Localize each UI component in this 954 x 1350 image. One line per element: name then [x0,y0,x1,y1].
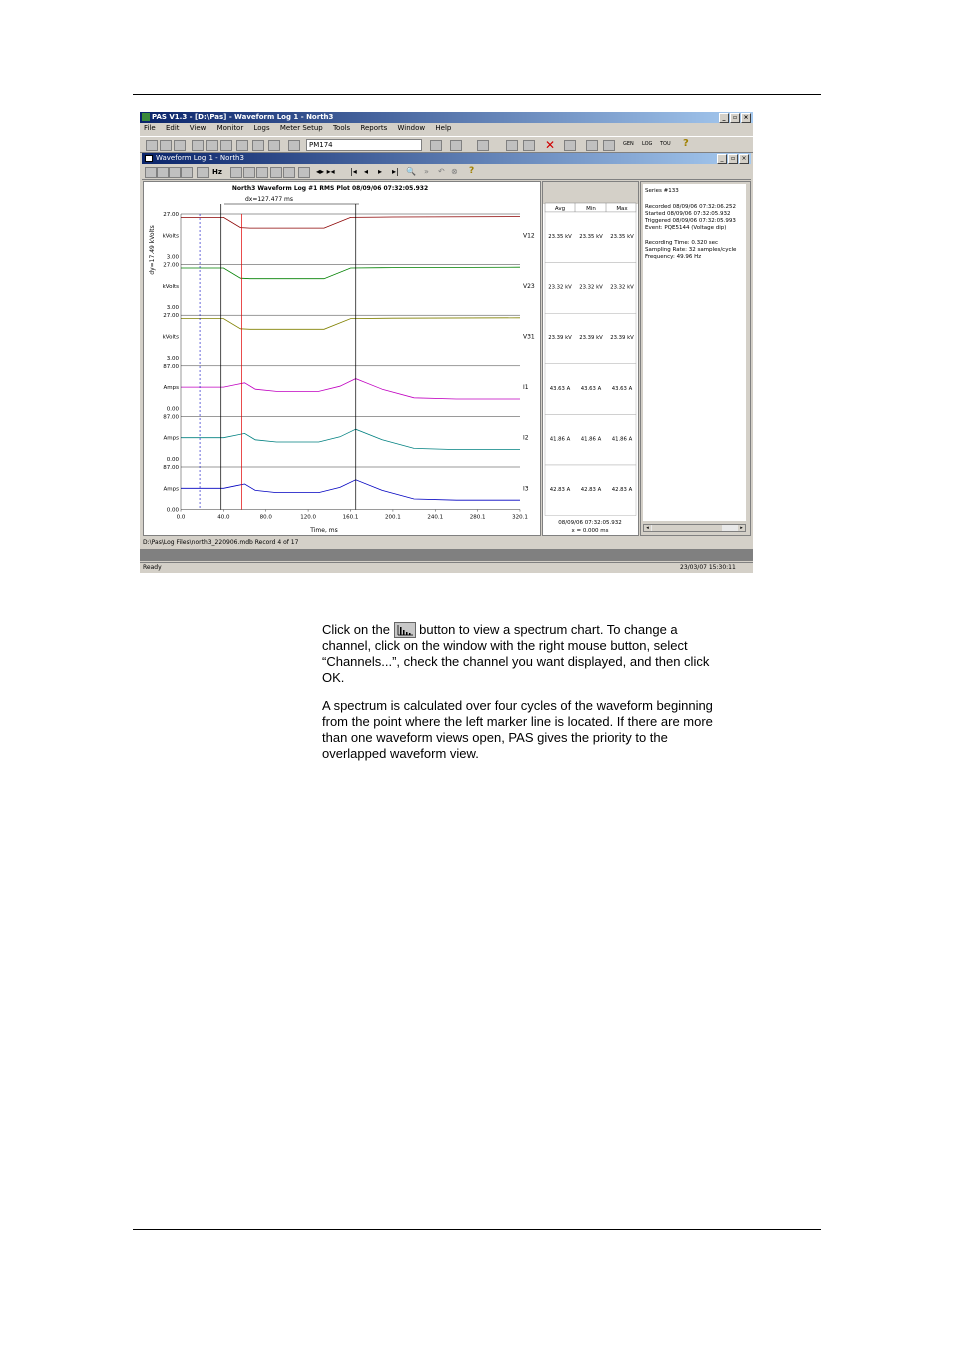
reset-icon[interactable] [586,140,598,151]
download-icon[interactable] [450,140,462,151]
menu-help[interactable]: Help [435,124,452,132]
stop-circle-icon[interactable]: ⊗ [451,167,458,176]
x-axis-label: Time, ms [310,527,338,534]
recorded-label: Recorded 08/09/06 07:32:06.252 [645,204,737,210]
channel-label-i1: I1 [523,384,529,392]
gen-button[interactable]: GEN [623,141,634,147]
stats-cell: 23.32 kV [548,284,572,291]
menu-meter-setup[interactable]: Meter Setup [279,124,323,132]
series-i3 [181,480,520,500]
ytick-top-v23: 27.00 [163,262,179,269]
status-bar [140,562,753,573]
ytick-bottom-i3: 0.00 [166,507,179,514]
waveform-view-icon[interactable] [157,167,169,178]
menu-file[interactable]: File [144,124,156,132]
p1-after: button to view a spectrum chart. To change a channel, click on the window with the right mouse button, select “Channels...”, check the channel you want displayed, and then click OK. [322,622,710,685]
channels-icon[interactable] [256,167,268,178]
series-info-panel [640,181,751,536]
p2-text: A spectrum is calculated over four cycles of the waveform beginning from the point where the left marker line is located. If there are more than one waveform views open, PAS gives the priority to the overlapped waveform view. [322,698,713,761]
help-icon[interactable]: ? [683,138,689,149]
ytick-bottom-v31: 3.00 [166,355,179,362]
series-i1 [181,379,520,399]
rms-plot[interactable] [144,182,540,535]
upload-icon[interactable] [477,140,489,151]
ytick-top-v12: 27.00 [163,212,179,218]
forward-icon[interactable]: » [424,167,429,176]
stats-cell: 23.32 kV [579,284,603,291]
stats-cell: 41.86 A [549,436,571,443]
marker-arrows-icon[interactable]: ◂▸ ▸◂ [316,167,335,176]
main-toolbar [140,136,753,153]
first-record-icon[interactable]: |◂ [350,167,357,176]
channel-label-i3: I3 [523,485,529,493]
preview-icon[interactable] [252,140,264,151]
scroll-right-icon[interactable]: ▸ [738,525,745,531]
event-label: Event: PQE5144 (Voltage dip) [645,225,727,231]
stats-cell: 42.83 A [580,487,602,493]
menu-monitor[interactable]: Monitor [216,124,244,132]
xtick-label: 280.1 [469,514,486,521]
dx-label: dx=127.477 ms [244,196,294,203]
stop-icon[interactable] [564,140,576,151]
header-avg: Avg [554,206,566,212]
xtick-label: 0.0 [176,514,186,521]
footer-x: x = 0.000 ms [571,528,609,534]
header-max: Max [616,206,628,212]
prev-record-icon[interactable]: ◂ [364,167,369,176]
channel-label-v31: V31 [523,333,535,341]
close-icon[interactable]: × [741,113,751,123]
grid-icon[interactable] [430,140,442,151]
status-ready: Ready [143,564,162,571]
dy-label: dy=17.49 kVolts [149,225,156,275]
sampling-rate-label: Sampling Rate: 32 samples/cycle [645,247,737,253]
app-title-bar [140,112,753,123]
stats-cell: 43.63 A [611,385,633,392]
log-button[interactable]: LOG [642,141,653,147]
channel-label-v12: V12 [523,232,535,240]
horizontal-scrollbar[interactable] [643,524,746,532]
app-icon [142,113,150,121]
file-status-line [140,537,753,548]
app-title: PAS V1.3 - [D:\Pas] - Waveform Log 1 - North3 [152,113,334,121]
save-icon[interactable] [160,140,172,151]
xtick-label: 40.0 [217,514,230,521]
ytick-bottom-i2: 0.00 [166,457,179,463]
stats-cell: 42.83 A [611,487,633,493]
screenshot [140,112,753,572]
waveform-toolbar [142,165,751,180]
find-icon[interactable]: 🔍 [406,167,416,176]
menu-logs[interactable]: Logs [253,124,270,132]
child-window-icon [145,155,153,162]
connect-icon[interactable] [288,140,300,151]
channel-label-v23: V23 [523,282,535,290]
stats-cell: 43.63 A [549,385,571,392]
ytick-top-i2: 87.00 [163,414,179,421]
menu-window[interactable]: Window [397,124,426,132]
chart-icon[interactable] [523,140,535,151]
save-all-icon[interactable] [174,140,186,151]
menu-bar [140,124,753,135]
device-combo-value: PM174 [309,141,333,149]
xtick-label: 120.0 [300,514,316,521]
series-label: Series #133 [645,188,679,194]
unit-i3: Amps [163,486,179,493]
channel-label-i2: I2 [523,434,529,442]
scroll-left-icon[interactable]: ◂ [644,525,651,531]
delta-icon[interactable] [243,167,255,178]
hz-button[interactable]: Hz [212,168,222,176]
harmonics-icon[interactable] [197,167,209,178]
frequency-label: Frequency: 49.96 Hz [645,254,702,260]
stats-cell: 42.83 A [549,487,571,493]
cut-icon[interactable] [192,140,204,151]
series-v12 [181,217,520,229]
file-path: D:\Pas\Log Files\north3_220906.mdb Record 4 of 17 [143,539,299,546]
menu-edit[interactable]: Edit [165,124,180,132]
child-close-icon[interactable]: × [739,154,749,164]
menu-view[interactable]: View [189,124,207,132]
series-v31 [181,318,520,330]
child-minimize-icon[interactable]: _ [717,154,727,164]
paragraph-1 [322,622,722,686]
xtick-label: 240.1 [427,514,444,521]
menu-reports[interactable]: Reports [360,124,388,132]
child-restore-icon[interactable]: ▫ [728,154,738,164]
phasor-icon[interactable] [270,167,282,178]
stats-cell: 23.35 kV [579,234,603,240]
unit-v12: kVolts [162,233,179,240]
ytick-bottom-v12: 3.00 [166,254,179,261]
properties-icon[interactable] [268,140,280,151]
ytick-top-i1: 87.00 [163,363,179,370]
stats-cell: 43.63 A [580,385,602,392]
stats-cell: 23.35 kV [548,234,572,240]
calc-icon[interactable] [603,140,615,151]
footer-rule [133,1229,821,1230]
paste-icon[interactable] [220,140,232,151]
unit-v31: kVolts [162,334,179,341]
unit-i2: Amps [163,435,179,442]
unit-v23: kVolts [162,283,179,290]
spectrum-icon[interactable] [181,167,193,178]
stats-cell: 23.39 kV [579,335,603,342]
rms-plot-panel[interactable] [143,181,541,536]
footer-time: 08/09/06 07:32:05.932 [558,520,622,526]
print-icon[interactable] [236,140,248,151]
paragraph-2 [322,698,722,762]
stats-table [543,182,638,535]
table-view-icon[interactable] [145,167,157,178]
delete-icon[interactable]: ✕ [545,138,556,152]
scale-icon[interactable] [283,167,295,178]
device-combo[interactable] [306,139,422,151]
child-window-title: Waveform Log 1 - North3 [156,154,244,162]
menu-tools[interactable]: Tools [332,124,351,132]
copy-icon[interactable] [206,140,218,151]
status-datetime: 23/03/07 15:30:11 [680,564,736,571]
minimize-icon[interactable]: _ [719,113,729,123]
xtick-label: 160.1 [342,514,359,521]
ytick-bottom-i1: 0.00 [166,406,179,413]
recording-time-label: Recording Time: 0.320 sec [645,240,719,246]
xtick-label: 320.1 [512,514,528,521]
stats-cell: 23.39 kV [548,335,572,342]
xtick-label: 80.0 [259,514,272,521]
grid-toggle-icon[interactable] [230,167,242,178]
series-i2 [181,429,520,449]
ytick-top-v31: 27.00 [163,313,179,320]
xtick-label: 200.1 [385,514,401,521]
header-min: Min [586,206,596,212]
started-label: Started 08/09/06 07:32:05.932 [645,211,731,217]
child-help-icon[interactable]: ? [469,166,475,176]
series-v23 [181,267,520,279]
spectrum-button-icon [394,622,416,638]
unit-i1: Amps [163,385,179,392]
header-rule [133,94,821,95]
stats-panel [542,181,639,536]
scroll-thumb[interactable] [652,525,722,531]
rms-view-icon[interactable] [169,167,181,178]
next-record-icon[interactable]: ▸ [378,167,383,176]
monitor-icon[interactable] [506,140,518,151]
stats-cell: 23.35 kV [610,234,634,240]
mdi-background [140,549,753,561]
stats-cell: 41.86 A [580,436,602,443]
stats-cell: 23.39 kV [610,335,634,342]
ytick-bottom-v23: 3.00 [166,305,179,312]
undo-icon[interactable]: ↶ [438,167,445,176]
plot-title: North3 Waveform Log #1 RMS Plot 08/09/06 07:32:05.932 [231,185,429,192]
stats-cell: 23.32 kV [610,284,634,291]
stats-cell: 41.86 A [611,436,633,443]
last-record-icon[interactable]: ▸| [392,167,399,176]
p1-before: Click on the [322,622,390,637]
tou-button[interactable]: TOU [660,141,671,147]
restore-icon[interactable]: ▫ [730,113,740,123]
open-icon[interactable] [146,140,158,151]
ytick-top-i3: 87.00 [163,465,179,471]
triggered-label: Triggered 08/09/06 07:32:05.993 [645,218,736,224]
options-icon[interactable] [298,167,310,178]
child-window-title-bar [142,153,751,164]
